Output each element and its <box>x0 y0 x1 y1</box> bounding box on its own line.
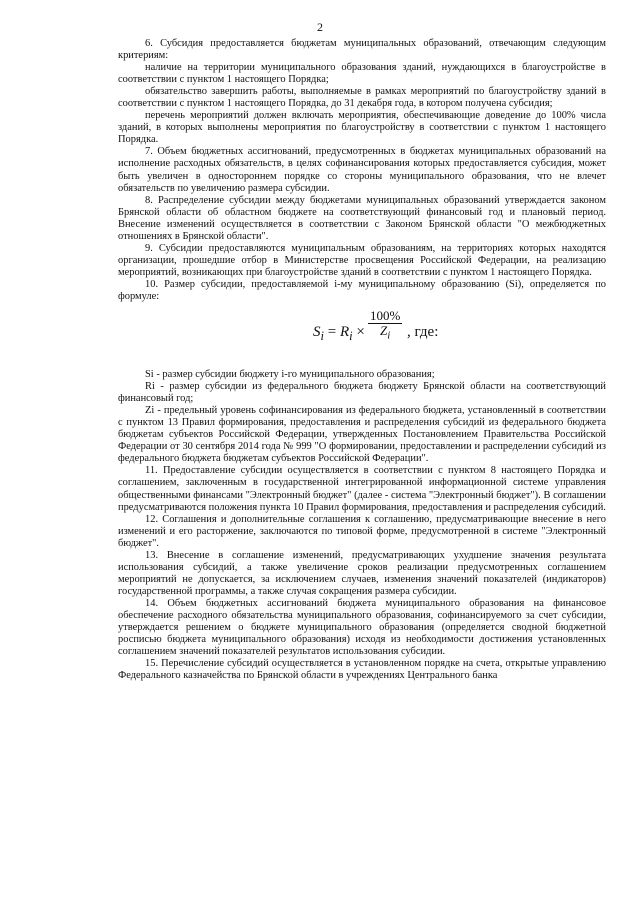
criterion-measures: перечень мероприятий должен включать мероприятия, обеспечивающие доведение до 100% числа зданий, в которых выполнены мероприятия по благоустройству в соответствии с пунктом 1 настоящего Порядка. <box>118 110 606 146</box>
paragraph-6: 6. Субсидия предоставляется бюджетам муниципальных образований, отвечающим следующим критериям: <box>118 38 606 62</box>
paragraph-15: 15. Перечисление субсидий осуществляется в установленном порядке на счета, открытые управлению Федерального казначейства по Брянской области в учреждениях Центрального банка <box>118 658 606 682</box>
paragraph-8: 8. Распределение субсидии между бюджетами муниципальных образований утверждается законом Брянской области об областном бюджете на соответствующий финансовый год и плановый период. Внесение изменений осуществляется в соответствии с Законом Брянской области "О межбюджетных отношениях в Брянской области". <box>118 194 606 242</box>
paragraph-14: 14. Объем бюджетных ассигнований бюджета муниципального образования на финансовое обеспечение расходного обязательства муниципального образования, софинансируемого за счет субсидии, утверждается решением о бюджете муниципального образования (определяется сводной бюджетной росписью бюджета муниципального образования) исходя из необходимости достижения установленных соглашением значений показателей результатов использования субсидии. <box>118 597 606 658</box>
formula-fraction <box>368 310 402 342</box>
formula-where: , где: <box>407 324 439 341</box>
criterion-buildings: наличие на территории муниципального образования зданий, нуждающихся в благоустройстве в соответствии с пунктом 1 настоящего Порядка; <box>118 62 606 86</box>
paragraph-9: 9. Субсидии предоставляются муниципальным образованиям, на территориях которых находятся организации, прошедшие отбор в Министерстве просвещения Российской Федерации, на реализацию мероприятий, возникающих при благоустройстве зданий в соответствии с пунктом 1 настоящего Порядка. <box>118 242 606 278</box>
paragraph-10: 10. Размер субсидии, предоставляемой i-му муниципальному образованию (Si), определяется по формуле: <box>118 278 606 302</box>
paragraph-7: 7. Объем бюджетных ассигнований, предусмотренных в бюджетах муниципальных образований на исполнение расходных обязательств, в целях софинансирования которых предоставляется субсидия, может быть увеличен в одностороннем порядке со стороны муниципального образования, что не влечет обязательств по увеличению размера субсидии. <box>118 146 606 194</box>
definition-si: Si - размер субсидии бюджету i-го муниципального образования; <box>145 369 435 381</box>
formula-numerator: 100% <box>370 308 401 324</box>
definition-ri: Ri - размер субсидии из федерального бюджета бюджету Брянской области на соответствующий финансовый год; <box>118 381 606 405</box>
paragraph-12: 12. Соглашения и дополнительные соглашения к соглашению, предусматривающие внесение в него изменений и его расторжение, заключаются по типовой форме, предусмотренной в системе "Электронный бюджет". <box>118 513 606 549</box>
definition-zi: Zi - предельный уровень софинансирования из федерального бюджета, установленный в соответствии с пунктом 13 Правил формирования, предоставления и распределения субсидий из федерального бюджета бюджетам субъектов Российской Федерации, утвержденных Постановлением Правительства Российской Федерации от 30 сентября 2014 года № 999 "О формировании, предоставлении и распределении субсидий из федерального бюджета бюджетам субъектов Российской Федерации". <box>118 405 606 465</box>
formula-left-side: $S_i = R_i$ × <box>313 324 365 344</box>
paragraph-13: 13. Внесение в соглашение изменений, предусматривающих ухудшение значения результата использования субсидий, а также увеличение сроков реализации предусмотренных соглашением мероприятий не допускается, за исключением случаев, изменения значений показателей (индикаторов) государственной программы, а также случая сокращения размера субсидии. <box>118 549 606 597</box>
paragraph-11: 11. Предоставление субсидии осуществляется в соответствии с пунктом 8 настоящего Порядка и соглашением, заключенным в государственной интегрированной информационной системе управления общественными финансами "Электронный бюджет" (далее - система "Электронный бюджет"). В соглашении предусматриваются положения пункта 10 Правил формирования, предоставления и распределения субсидий. <box>118 465 606 513</box>
subsidy-formula <box>118 303 606 369</box>
criterion-obligation: обязательство завершить работы, выполняемые в рамках мероприятий по благоустройству зданий в соответствии с пунктом 1 настоящего Порядка, до 31 декабря года, в котором получена субсидия; <box>118 86 606 110</box>
document-body <box>118 38 606 682</box>
page-number: 2 <box>317 20 323 34</box>
formula-denominator: $Z_i$ <box>380 323 391 342</box>
